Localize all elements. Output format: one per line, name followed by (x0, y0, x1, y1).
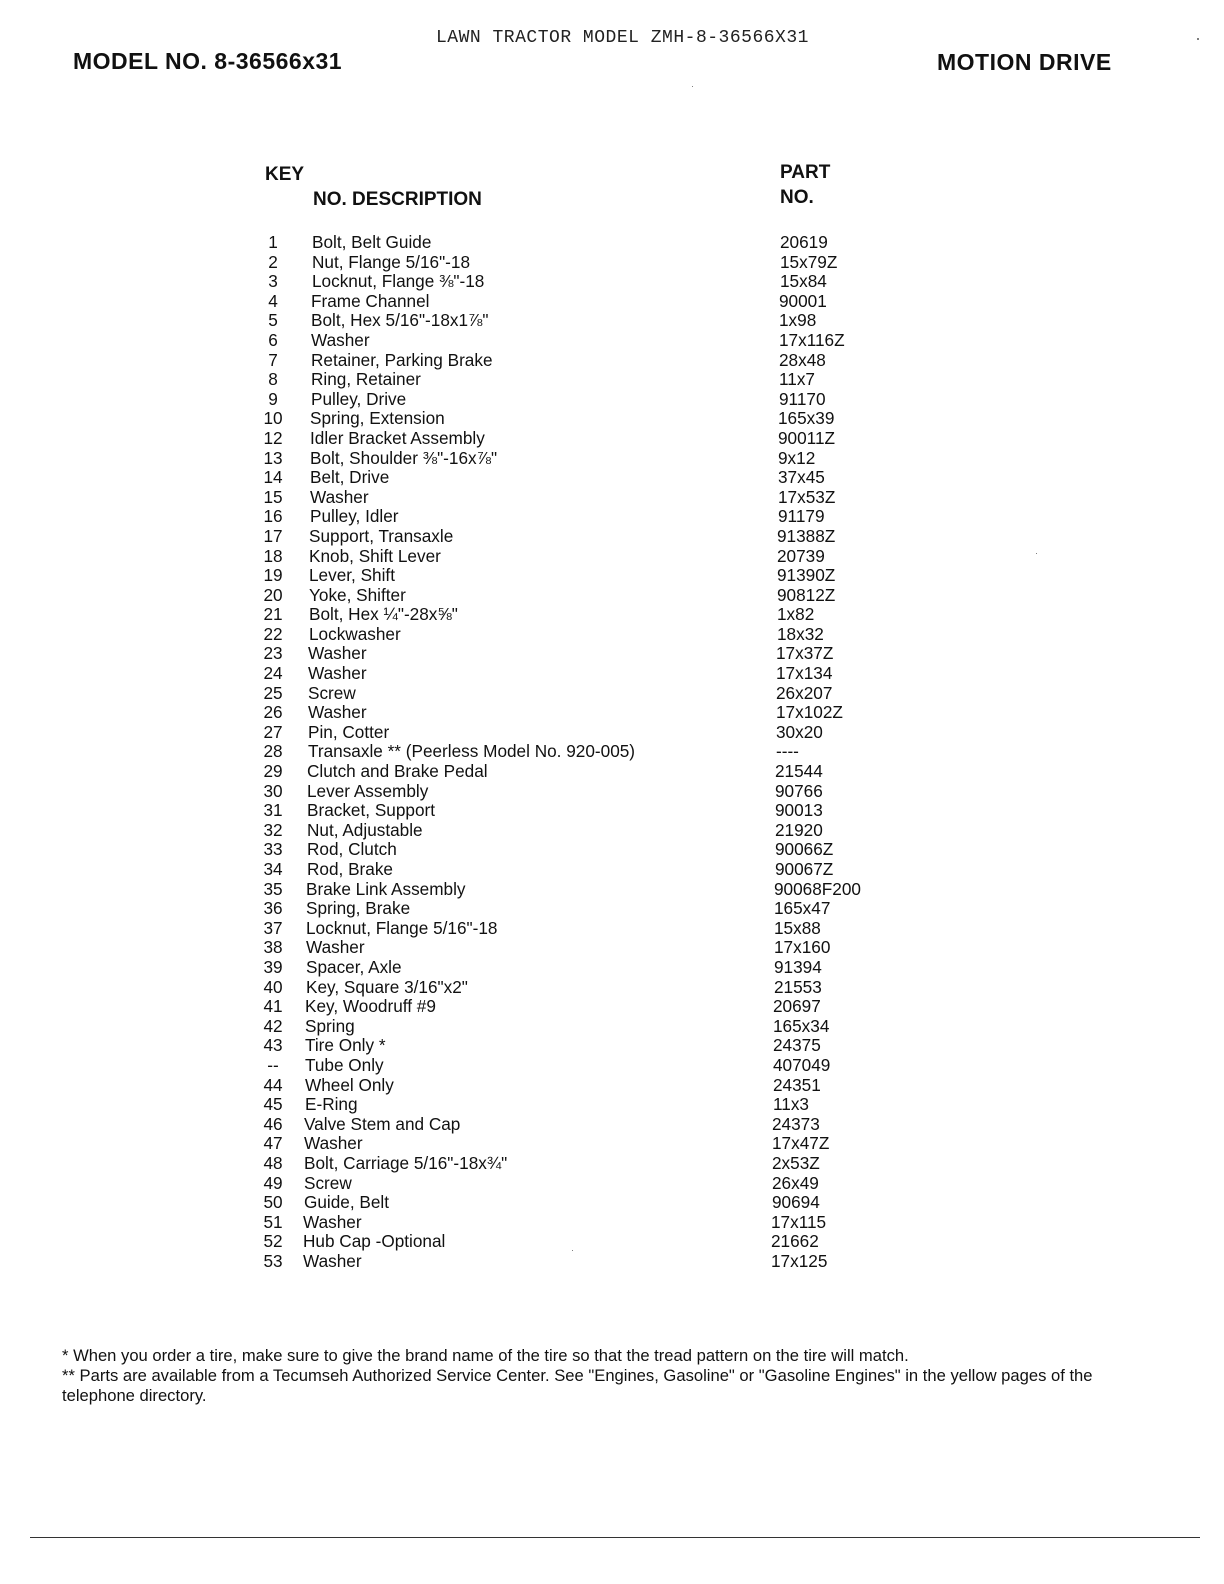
table-row (0, 488, 1224, 508)
part-number: 17x116Z (779, 329, 845, 350)
part-number: ---- (776, 741, 799, 762)
table-row (0, 1193, 1224, 1213)
table-row (0, 468, 1224, 488)
table-row (0, 938, 1224, 958)
key-number: 5 (268, 310, 278, 331)
key-number: 40 (263, 976, 283, 997)
key-number: 10 (263, 408, 283, 429)
part-number: 17x134 (776, 663, 833, 684)
part-number: 1x98 (779, 310, 817, 331)
table-row (0, 370, 1224, 390)
parts-footnote: ** Parts are available from a Tecumseh Authorized Service Center. See "Engines, Gasoline" or "Gasoline Engines" in the yellow pages of the telephone directory. (62, 1366, 1093, 1405)
key-number: 2 (268, 251, 278, 272)
part-description: Retainer, Parking Brake (311, 349, 493, 370)
part-number: 165x34 (773, 1015, 830, 1036)
key-number: 21 (263, 604, 283, 625)
key-number: 9 (268, 388, 278, 409)
table-row (0, 507, 1224, 527)
key-number: 51 (263, 1211, 283, 1232)
part-number: 26x49 (772, 1172, 819, 1193)
part-description: Bracket, Support (307, 800, 436, 821)
part-number: 91394 (774, 956, 822, 977)
table-row (0, 684, 1224, 704)
key-number: 52 (263, 1231, 283, 1252)
key-number: 25 (263, 682, 283, 703)
table-row (0, 449, 1224, 469)
part-description: Brake Link Assembly (306, 878, 466, 899)
part-description: Lever Assembly (307, 780, 429, 801)
part-description: Washer (303, 1250, 362, 1271)
table-row (0, 1134, 1224, 1154)
table-row (0, 1076, 1224, 1096)
part-description: Screw (304, 1172, 352, 1193)
table-row (0, 547, 1224, 567)
part-number: 407049 (773, 1054, 831, 1075)
table-row (0, 625, 1224, 645)
key-number: 34 (263, 859, 283, 879)
part-number: 15x79Z (780, 251, 838, 272)
key-number: 4 (268, 290, 278, 311)
key-number: 13 (263, 447, 283, 468)
key-number: 45 (263, 1094, 283, 1115)
table-row (0, 331, 1224, 351)
part-number: 21920 (775, 819, 823, 840)
part-number: 90066Z (775, 839, 834, 860)
part-number: 90812Z (777, 584, 836, 605)
key-number: 27 (263, 721, 283, 742)
table-row (0, 880, 1224, 900)
typed-model-title: LAWN TRACTOR MODEL ZMH-8-36566X31 (436, 28, 809, 48)
part-number: 90011Z (778, 427, 836, 448)
scan-speck (572, 1250, 573, 1251)
table-row (0, 742, 1224, 762)
part-number: 18x32 (777, 623, 824, 644)
description-column-header: NO. DESCRIPTION (313, 189, 482, 210)
table-row (0, 1115, 1224, 1135)
key-number: 38 (263, 937, 283, 958)
table-row (0, 821, 1224, 841)
table-row (0, 233, 1224, 253)
key-number: 33 (263, 839, 283, 860)
part-description: Bolt, Hex ¼"-28x⅝" (309, 604, 458, 625)
part-description: Washer (308, 702, 367, 723)
part-number: 17x115 (771, 1211, 827, 1232)
part-number: 24375 (773, 1035, 821, 1056)
part-number: 21544 (775, 761, 823, 782)
part-description: Washer (304, 1133, 363, 1154)
table-row (0, 1056, 1224, 1076)
key-number: 22 (263, 623, 283, 644)
part-description: Pulley, Drive (311, 388, 407, 409)
table-row (0, 703, 1224, 723)
part-number: 24373 (772, 1113, 820, 1134)
part-description: Nut, Adjustable (307, 819, 423, 840)
part-description: Belt, Drive (310, 467, 390, 488)
table-row (0, 311, 1224, 331)
key-number: 7 (268, 349, 278, 370)
model-number-heading: MODEL NO. 8-36566x31 (73, 48, 343, 74)
part-number: 21553 (774, 976, 822, 997)
part-description: Washer (306, 937, 365, 958)
table-row (0, 409, 1224, 429)
footnotes (62, 1346, 1142, 1406)
scan-speck (692, 86, 693, 87)
table-row (0, 527, 1224, 547)
part-description: Yoke, Shifter (309, 584, 406, 605)
part-description: Spring, Brake (306, 898, 411, 919)
part-number: 28x48 (779, 349, 826, 370)
part-description: Support, Transaxle (309, 525, 454, 546)
part-description: Hub Cap -Optional (303, 1231, 446, 1252)
key-number: 24 (263, 663, 283, 684)
part-number: 17x47Z (772, 1133, 830, 1154)
key-number: 36 (263, 898, 283, 919)
key-column-header: KEY (265, 164, 305, 185)
part-description: Spring, Extension (310, 408, 445, 429)
key-number: 12 (263, 427, 283, 448)
table-row (0, 586, 1224, 606)
key-number: -- (267, 1054, 279, 1075)
table-row (0, 782, 1224, 802)
part-description: Clutch and Brake Pedal (307, 761, 488, 782)
table-row (0, 1036, 1224, 1056)
part-number: 17x102Z (776, 702, 843, 723)
part-description: Bolt, Carriage 5/16"-18x¾" (304, 1152, 508, 1173)
key-number: 26 (263, 702, 283, 723)
table-row (0, 1017, 1224, 1037)
part-number: 90013 (775, 800, 823, 821)
table-row (0, 253, 1224, 273)
part-description: Ring, Retainer (311, 369, 421, 390)
part-description: Washer (308, 663, 367, 684)
key-number: 35 (263, 878, 283, 899)
scan-speck (1036, 553, 1037, 554)
part-number: 11x3 (773, 1094, 809, 1115)
part-description: Valve Stem and Cap (304, 1113, 461, 1134)
table-row (0, 566, 1224, 586)
part-number: 165x47 (774, 898, 831, 919)
key-number: 16 (263, 506, 283, 527)
part-description: Tire Only * (305, 1035, 386, 1056)
key-number: 49 (263, 1172, 283, 1193)
table-row (0, 958, 1224, 978)
part-description: Nut, Flange 5/16"-18 (312, 251, 471, 272)
part-description: Tube Only (305, 1054, 384, 1075)
key-number: 37 (263, 917, 283, 938)
part-description: Pin, Cotter (308, 721, 390, 742)
table-row (0, 272, 1224, 292)
part-header-line-2: NO. (780, 187, 814, 208)
key-number: 3 (268, 271, 278, 292)
part-description: Locknut, Flange ⅜"-18 (312, 271, 485, 292)
part-number: 91170 (779, 388, 826, 409)
part-number: 20619 (780, 232, 828, 252)
table-row (0, 1174, 1224, 1194)
key-number: 28 (263, 741, 283, 762)
tire-footnote: * When you order a tire, make sure to give the brand name of the tire so that the tread pattern on the tire will match. (62, 1346, 909, 1365)
key-number: 30 (263, 780, 283, 801)
table-row (0, 723, 1224, 743)
part-number: 17x160 (774, 937, 831, 958)
section-title: MOTION DRIVE (937, 49, 1112, 75)
key-number: 20 (263, 584, 283, 605)
table-row (0, 605, 1224, 625)
table-row (0, 860, 1224, 880)
key-number: 8 (268, 369, 278, 390)
table-row (0, 840, 1224, 860)
table-row (0, 390, 1224, 410)
part-number: 15x84 (780, 271, 827, 292)
part-description: Rod, Clutch (307, 839, 397, 860)
part-description: Idler Bracket Assembly (310, 427, 485, 448)
part-description: Bolt, Hex 5/16"-18x1⅞" (311, 310, 489, 331)
part-description: Pulley, Idler (310, 506, 399, 527)
table-row (0, 899, 1224, 919)
part-description: Frame Channel (311, 290, 430, 311)
part-number: 1x82 (777, 604, 815, 625)
part-number: 90068F200 (774, 878, 861, 899)
part-description: Wheel Only (305, 1074, 394, 1095)
parts-list (0, 233, 1224, 1271)
part-description: Washer (303, 1211, 362, 1232)
part-number: 26x207 (776, 682, 833, 703)
part-description: Transaxle ** (Peerless Model No. 920-005) (308, 741, 636, 762)
table-row (0, 801, 1224, 821)
part-description: Knob, Shift Lever (309, 545, 441, 566)
part-description: Locknut, Flange 5/16"-18 (306, 917, 498, 938)
table-row (0, 1095, 1224, 1115)
table-row (0, 429, 1224, 449)
key-number: 15 (263, 486, 283, 507)
part-description: Spacer, Axle (306, 956, 402, 977)
part-number: 17x125 (771, 1250, 828, 1271)
key-number: 50 (263, 1192, 283, 1213)
table-row (0, 919, 1224, 939)
key-number: 23 (263, 643, 283, 664)
key-number: 6 (268, 329, 278, 350)
key-number: 18 (263, 545, 283, 566)
part-number: 15x88 (774, 917, 821, 938)
table-row (0, 1154, 1224, 1174)
key-number: 39 (263, 956, 283, 977)
table-row (0, 664, 1224, 684)
table-row (0, 351, 1224, 371)
key-number: 19 (263, 565, 283, 586)
key-number: 14 (263, 467, 283, 488)
part-number: 2x53Z (772, 1152, 820, 1173)
key-number: 32 (263, 819, 283, 840)
scan-speck (1197, 38, 1199, 40)
part-number: 90001 (779, 290, 827, 311)
part-number: 9x12 (778, 447, 816, 468)
part-description: Washer (311, 329, 370, 350)
table-row (0, 762, 1224, 782)
part-number-column-header (780, 160, 830, 210)
part-description: Spring (305, 1015, 355, 1036)
part-number: 21662 (771, 1231, 819, 1252)
part-description: Lockwasher (309, 623, 401, 644)
part-number: 20739 (777, 545, 825, 566)
part-number: 91388Z (777, 525, 836, 546)
table-row (0, 1252, 1224, 1272)
table-row (0, 997, 1224, 1017)
part-description: Bolt, Belt Guide (312, 232, 432, 252)
part-number: 90766 (775, 780, 823, 801)
key-number: 29 (263, 761, 283, 782)
part-description: Key, Square 3/16"x2" (306, 976, 468, 997)
key-number: 43 (263, 1035, 283, 1056)
part-number: 24351 (773, 1074, 821, 1095)
part-number: 90694 (772, 1192, 820, 1213)
part-number: 30x20 (776, 721, 823, 742)
part-description: Bolt, Shoulder ⅜"-16x⅞" (310, 447, 498, 468)
key-number: 41 (263, 996, 283, 1017)
key-number: 44 (263, 1074, 283, 1095)
part-description: Key, Woodruff #9 (305, 996, 436, 1017)
part-number: 165x39 (778, 408, 835, 429)
part-description: Washer (308, 643, 367, 664)
key-number: 46 (263, 1113, 283, 1134)
key-number: 1 (268, 232, 278, 252)
table-row (0, 292, 1224, 312)
key-number: 31 (263, 800, 283, 821)
key-number: 42 (263, 1015, 283, 1036)
key-number: 17 (263, 525, 283, 546)
table-row (0, 1213, 1224, 1233)
key-number: 47 (263, 1133, 283, 1154)
table-row (0, 978, 1224, 998)
key-number: 48 (263, 1152, 283, 1173)
part-number: 91179 (778, 506, 825, 527)
part-number: 91390Z (777, 565, 836, 586)
table-row (0, 1232, 1224, 1252)
part-number: 11x7 (779, 369, 815, 390)
bottom-rule (30, 1537, 1200, 1538)
key-number: 53 (263, 1250, 283, 1271)
part-number: 17x37Z (776, 643, 834, 664)
part-description: Lever, Shift (309, 565, 395, 586)
table-row (0, 644, 1224, 664)
part-number: 90067Z (775, 859, 834, 879)
part-number: 20697 (773, 996, 821, 1017)
part-number: 37x45 (778, 467, 825, 488)
part-description: Washer (310, 486, 369, 507)
part-number: 17x53Z (778, 486, 836, 507)
part-description: E-Ring (305, 1094, 358, 1115)
part-header-line-1: PART (780, 162, 831, 183)
part-description: Guide, Belt (304, 1192, 390, 1213)
part-description: Screw (308, 682, 356, 703)
part-description: Rod, Brake (307, 859, 393, 879)
